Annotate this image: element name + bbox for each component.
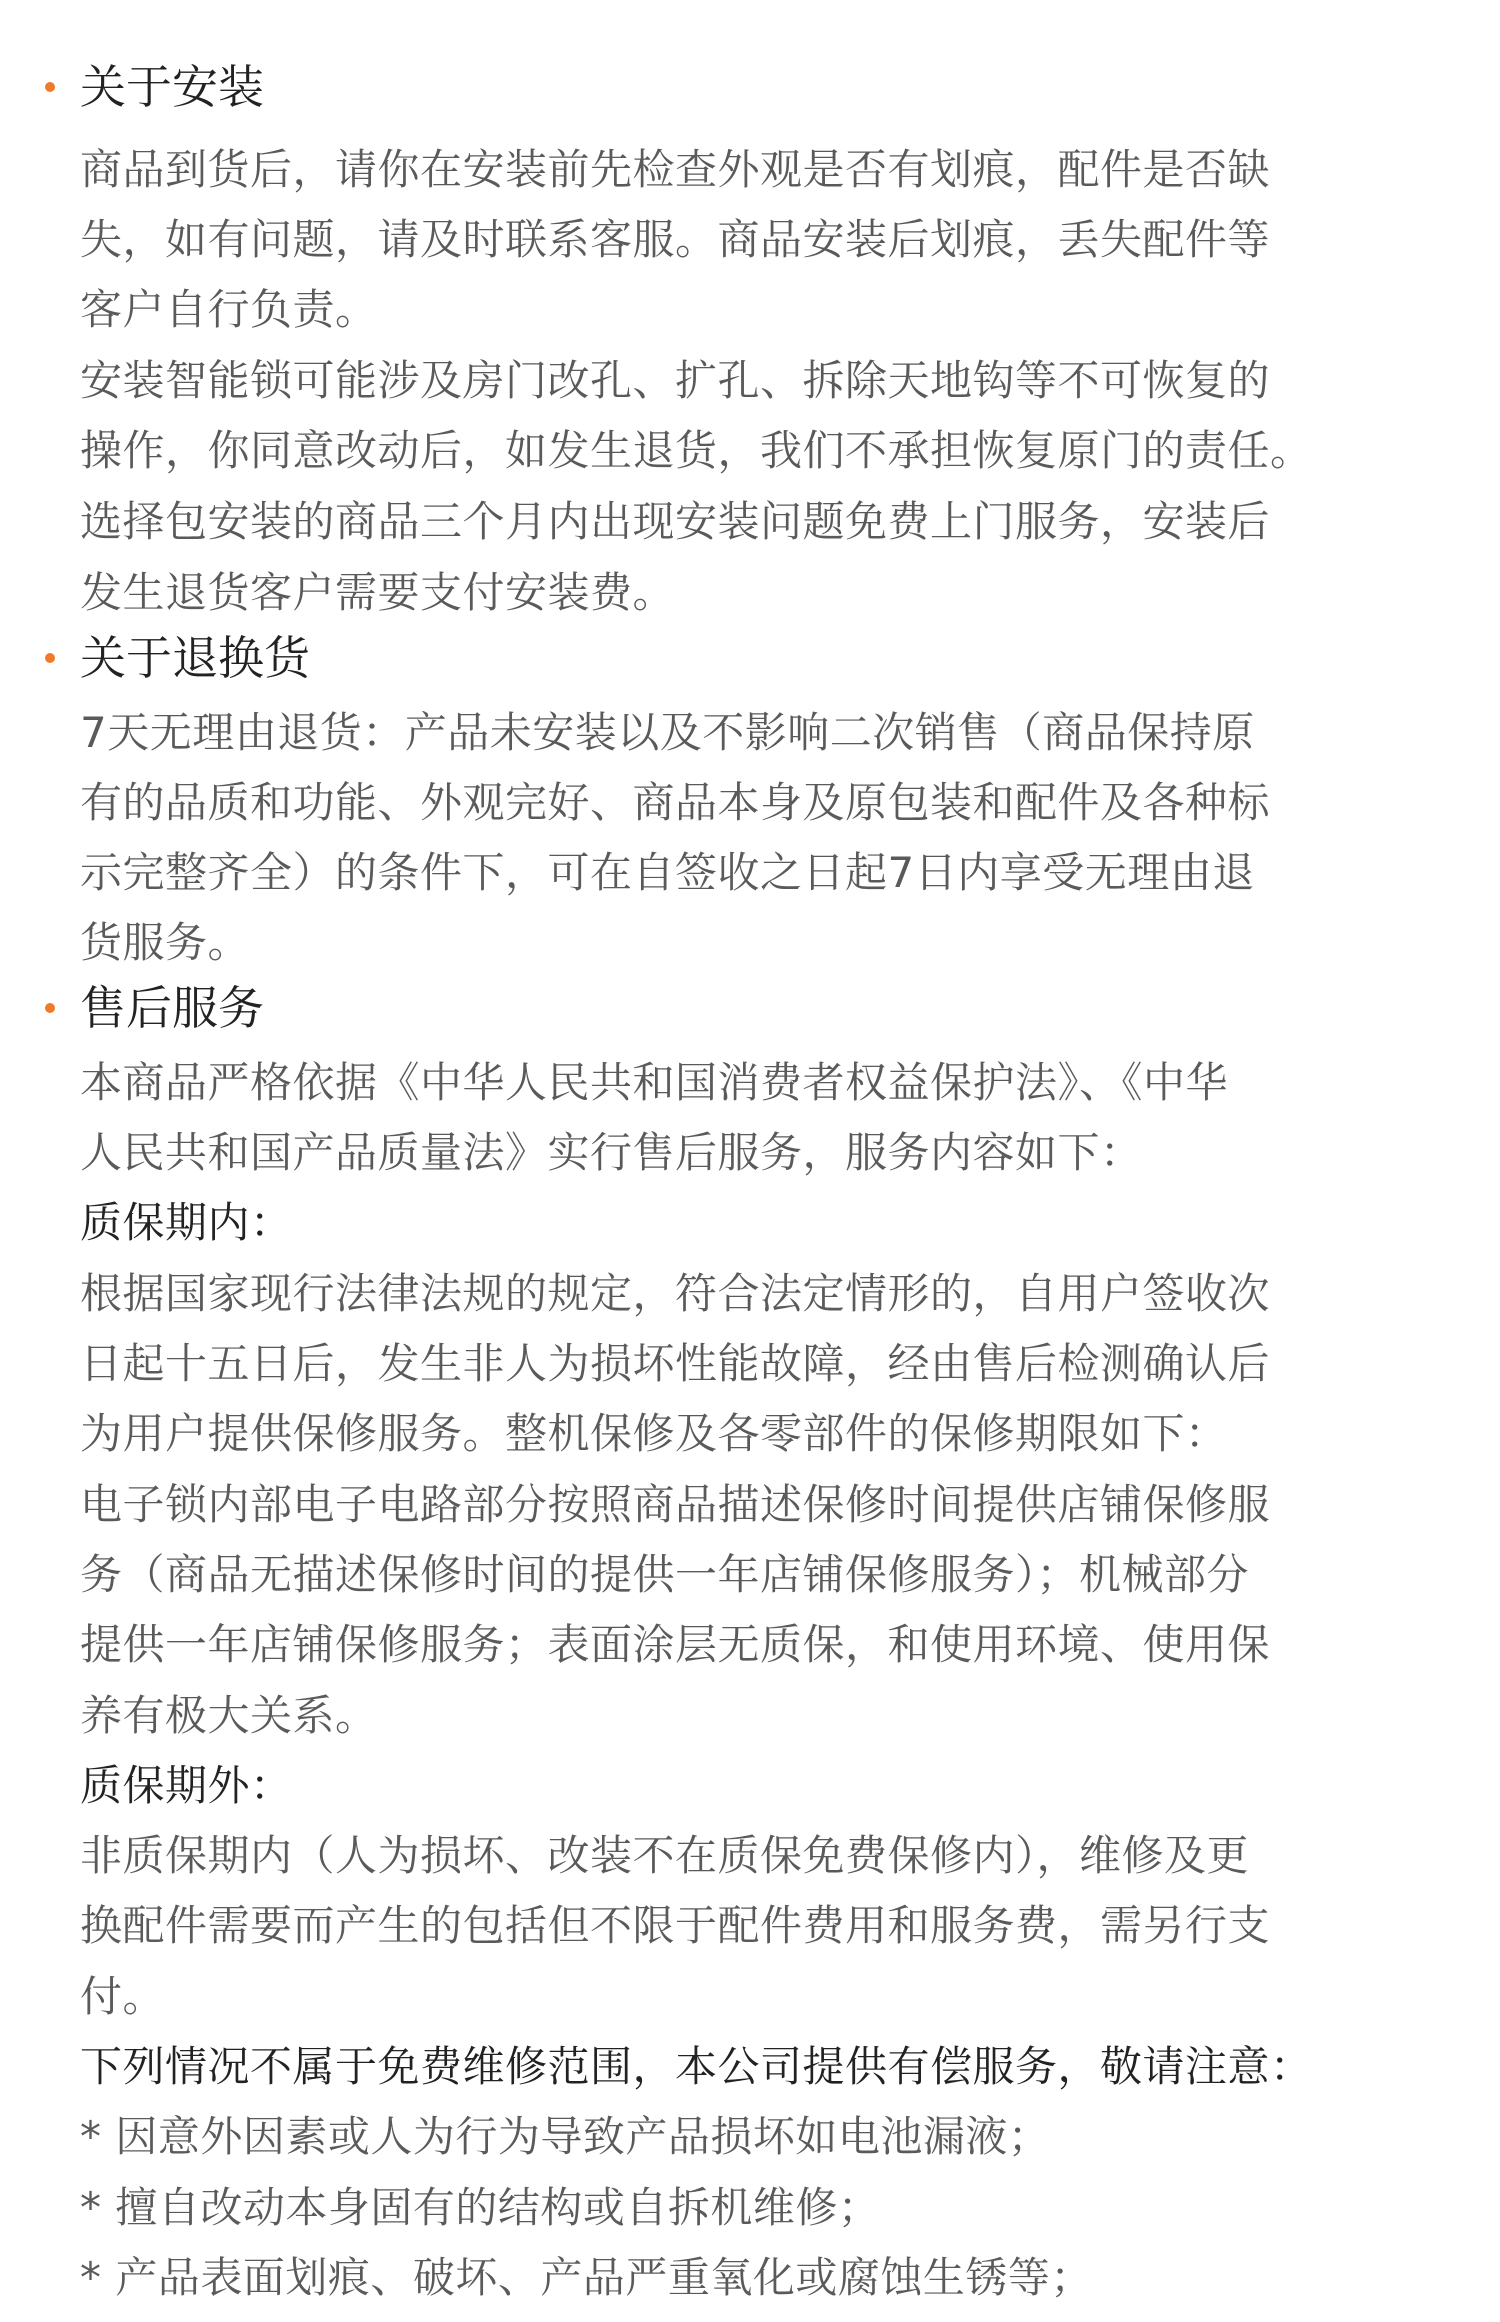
exclusion-item: * 因意外因素或人为行为导致产品损坏如电池漏液； <box>80 2112 1051 2161</box>
section-title-install: 关于安装 <box>80 60 264 114</box>
after-sales-line: 为用户提供保修服务。整机保修及各零部件的保修期限如下： <box>80 1409 1228 1458</box>
after-sales-line: 本商品严格依据《中华人民共和国消费者权益保护法》、《中华 <box>80 1058 1229 1107</box>
after-sales-line: 电子锁内部电子电路部分按照商品描述保修时间提供店铺保修服 <box>80 1480 1271 1529</box>
section-title-returns: 关于退换货 <box>80 631 310 685</box>
after-sales-line: 非质保期内（人为损坏、改装不在质保免费保修内），维修及更 <box>80 1831 1250 1880</box>
after-sales-line: 付。 <box>80 1972 166 2021</box>
returns-line: 7天无理由退货：产品未安装以及不影响二次销售（商品保持原 <box>80 708 1255 757</box>
after-sales-line: 人民共和国产品质量法》实行售后服务，服务内容如下： <box>80 1128 1143 1177</box>
out-of-warranty-heading: 质保期外： <box>80 1761 293 1810</box>
returns-line: 有的品质和功能、外观完好、商品本身及原包装和配件及各种标 <box>80 778 1271 827</box>
install-line: 操作，你同意改动后，如发生退货，我们不承担恢复原门的责任。 <box>80 426 1313 475</box>
returns-line: 示完整齐全）的条件下，可在自签收之日起7日内享受无理由退 <box>80 848 1255 897</box>
after-sales-line: 务（商品无描述保修时间的提供一年店铺保修服务）；机械部分 <box>80 1550 1250 1599</box>
exclusion-item: * 擅自改动本身固有的结构或自拆机维修； <box>80 2183 881 2232</box>
install-line: 安装智能锁可能涉及房门改孔、扩孔、拆除天地钩等不可恢复的 <box>80 356 1271 405</box>
after-sales-line: 日起十五日后，发生非人为损坏性能故障，经由售后检测确认后 <box>80 1339 1271 1388</box>
bullet-dot-icon <box>45 1003 55 1013</box>
install-line: 发生退货客户需要支付安装费。 <box>80 568 676 617</box>
install-line: 客户自行负责。 <box>80 285 378 334</box>
exclusion-item: * 产品表面划痕、破坏、产品严重氧化或腐蚀生锈等； <box>80 2253 1093 2302</box>
after-sales-line: 换配件需要而产生的包括但不限于配件费用和服务费，需另行支 <box>80 1901 1271 1950</box>
after-sales-line: 提供一年店铺保修服务；表面涂层无质保，和使用环境、使用保 <box>80 1620 1271 1669</box>
after-sales-line: 养有极大关系。 <box>80 1691 378 1740</box>
section-title-after-sales: 售后服务 <box>80 981 264 1035</box>
after-sales-line: 根据国家现行法律法规的规定，符合法定情形的，自用户签收次 <box>80 1269 1271 1318</box>
returns-line: 货服务。 <box>80 918 251 967</box>
install-line: 选择包安装的商品三个月内出现安装问题免费上门服务，安装后 <box>80 497 1271 546</box>
paid-service-notice: 下列情况不属于免费维修范围，本公司提供有偿服务，敬请注意： <box>80 2042 1313 2091</box>
bullet-dot-icon <box>45 82 55 92</box>
warranty-period-heading: 质保期内： <box>80 1198 293 1247</box>
bullet-dot-icon <box>45 653 55 663</box>
install-line: 商品到货后，请你在安装前先检查外观是否有划痕，配件是否缺 <box>80 145 1271 194</box>
install-line: 失，如有问题，请及时联系客服。商品安装后划痕，丢失配件等 <box>80 215 1271 264</box>
